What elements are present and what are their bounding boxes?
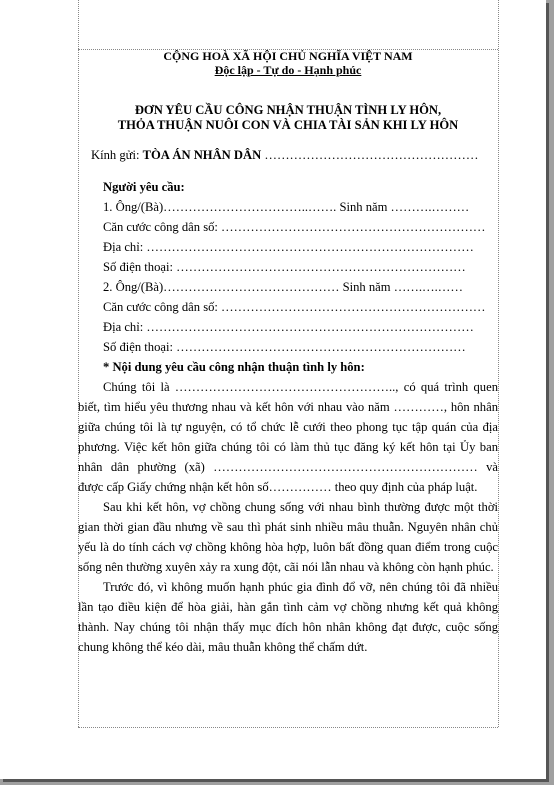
person2-id: Căn cước công dân số: ……………………………………………………… <box>103 300 486 314</box>
bottom-margin-guide <box>78 727 498 728</box>
title-line-1: ĐƠN YÊU CẦU CÔNG NHẬN THUẬN TÌNH LY HÔN, <box>134 103 442 117</box>
paragraph-2: Sau khi kết hôn, vợ chồng chung sống với nhau bình thường được một thời gian thời gian đầu nhưng về sau thì phát sinh nhiều mâu thuẫn. Nguyên nhân chủ yếu là do tính cách vợ chồng không hòa hợp, luôn bất đồng quan điểm trong cuộc sống nên thường xuyên xảy ra xung đột, cãi nói lẫn nhau và không còn hạnh phúc. <box>78 500 498 574</box>
recipient-label: Kính gửi: <box>91 148 143 162</box>
right-margin-guide <box>498 0 499 727</box>
person1-address: Địa chỉ: …………………………………………………………………… <box>103 240 474 254</box>
recipient-line <box>78 145 498 165</box>
national-title: CỘNG HOÀ XÃ HỘI CHỦ NGHĨA VIỆT NAM <box>163 49 413 63</box>
person2-name: 2. Ông/(Bà)…………………………………… Sinh năm …….….…… <box>103 280 463 294</box>
document-title <box>78 103 498 133</box>
title-line-2: THỎA THUẬN NUÔI CON VÀ CHIA TÀI SẢN KHI LY HÔN <box>117 118 459 132</box>
person1-phone: Số điện thoại: …………………………………………………………… <box>103 260 466 274</box>
content-heading: * Nội dung yêu cầu công nhận thuận tình ly hôn: <box>103 360 365 374</box>
national-motto: Độc lập - Tự do - Hạnh phúc <box>214 63 362 77</box>
requesters-heading: Người yêu cầu: <box>103 180 185 194</box>
recipient-dots: …………………………………………… <box>261 148 479 162</box>
person1-name: 1. Ông/(Bà)……………………………..……. Sinh năm ……….……… <box>103 200 470 214</box>
recipient-court: TÒA ÁN NHÂN DÂN <box>142 148 262 162</box>
person2-address: Địa chỉ: …………………………………………………………………… <box>103 320 474 334</box>
person2-phone: Số điện thoại: …………………………………………………………… <box>103 340 466 354</box>
person1-id: Căn cước công dân số: ……………………………………………………… <box>103 220 486 234</box>
paragraph-3: Trước đó, vì không muốn hạnh phúc gia đình đổ vỡ, nên chúng tôi đã nhiều lần tạo điều kiện để hòa giải, hàn gắn tình cảm vợ chồng nhưng kết quả không thành. Nay chúng tôi nhận thấy mục đích hôn nhân không đạt được, cuộc sống chung không thể kéo dài, mâu thuẫn không thể chấm dứt. <box>78 580 498 654</box>
paragraph-1: Chúng tôi là …………………………………………….., có quá trình quen biết, tìm hiểu yêu thương nhau và kết hôn với nhau vào năm …………, hôn nhân giữa chúng tôi là tự nguyện, có tổ chức lễ cưới theo phong tục tập quán của địa phương. Việc kết hôn giữa chúng tôi có làm thủ tục đăng ký kết hôn tại Ủy ban nhân dân phường (xã) ……………………………………………………… và được cấp Giấy chứng nhận kết hôn số…………… theo quy định của pháp luật. <box>78 380 498 494</box>
document-body[interactable] <box>78 49 498 657</box>
